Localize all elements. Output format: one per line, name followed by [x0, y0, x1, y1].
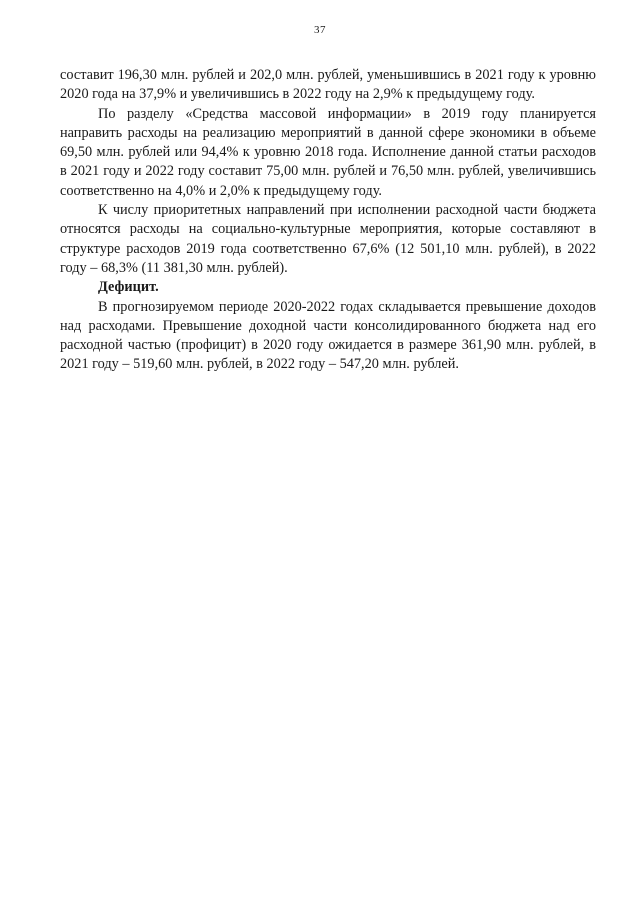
- paragraph-priority-directions: К числу приоритетных направлений при исполнении расходной части бюджета относятся расходы на социально-культурные мероприятия, которые составляют в структуре расходов 2019 года соответственно 67,6% (12 501,10 млн. рублей), в 2022 году – 68,3% (11 381,30 млн. рублей).: [60, 202, 596, 276]
- paragraph-mass-media: По разделу «Средства массовой информации» в 2019 году планируется направить расходы на реализацию мероприятий в данной сфере экономики в объеме 69,50 млн. рублей или 94,4% к уровню 2018 года. Исполнение данной статьи расходов в 2021 году и 2022 году составит 75,00 млн. рублей и 76,50 млн. рублей, увеличившись соответственно на 4,0% и 2,0% к предыдущему году.: [60, 105, 596, 199]
- section-heading-deficit: Дефицит.: [98, 279, 159, 296]
- page-number: 37: [314, 24, 326, 36]
- paragraph-continuation: составит 196,30 млн. рублей и 202,0 млн. рублей, уменьшившись в 2021 году к уровню 2020 года на 37,9% и увеличившись в 2022 году на 2,9% к предыдущему году.: [60, 67, 596, 103]
- paragraph-surplus: В прогнозируемом периоде 2020-2022 годах складывается превышение доходов над расходами. Превышение доходной части консолидированного бюджета над его расходной частью (профицит) в 2020 году ожидается в размере 361,90 млн. рублей, в 2021 году – 519,60 млн. рублей, в 2022 году – 547,20 млн. рублей.: [60, 298, 596, 373]
- document-body: [60, 66, 596, 375]
